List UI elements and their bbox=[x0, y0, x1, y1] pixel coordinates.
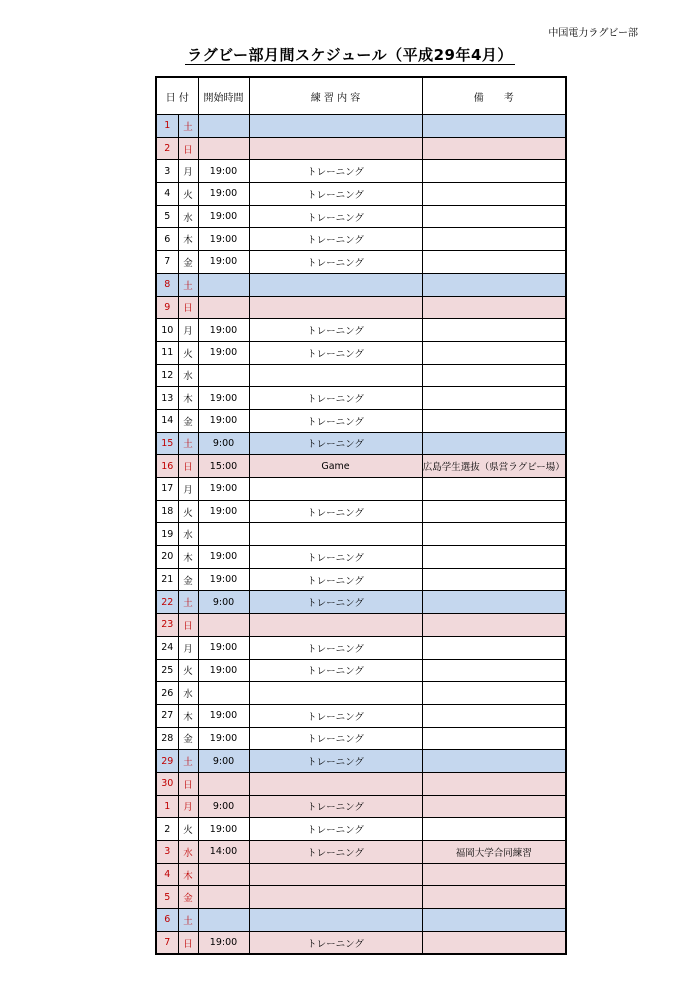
weekday-cell: 木 bbox=[178, 863, 198, 886]
day-cell: 3 bbox=[156, 841, 178, 864]
table-row bbox=[156, 841, 566, 864]
day-cell: 3 bbox=[156, 160, 178, 183]
start-time-cell: 19:00 bbox=[198, 500, 249, 523]
memo-cell bbox=[422, 341, 566, 364]
weekday-cell: 土 bbox=[178, 591, 198, 614]
day-cell: 4 bbox=[156, 183, 178, 206]
table-row bbox=[156, 682, 566, 705]
weekday-cell: 月 bbox=[178, 160, 198, 183]
start-time-cell bbox=[198, 523, 249, 546]
day-cell: 5 bbox=[156, 205, 178, 228]
weekday-cell: 木 bbox=[178, 704, 198, 727]
memo-cell bbox=[422, 115, 566, 138]
start-time-cell bbox=[198, 296, 249, 319]
content-cell: トレーニング bbox=[249, 341, 422, 364]
memo-cell bbox=[422, 500, 566, 523]
start-time-cell: 19:00 bbox=[198, 568, 249, 591]
start-time-cell bbox=[198, 364, 249, 387]
table-row bbox=[156, 750, 566, 773]
content-cell bbox=[249, 772, 422, 795]
memo-cell bbox=[422, 478, 566, 501]
day-cell: 19 bbox=[156, 523, 178, 546]
start-time-cell: 19:00 bbox=[198, 931, 249, 954]
weekday-cell: 火 bbox=[178, 818, 198, 841]
weekday-cell: 日 bbox=[178, 296, 198, 319]
content-cell: Game bbox=[249, 455, 422, 478]
weekday-cell: 日 bbox=[178, 614, 198, 637]
weekday-cell: 木 bbox=[178, 546, 198, 569]
weekday-cell: 火 bbox=[178, 659, 198, 682]
start-time-cell: 19:00 bbox=[198, 160, 249, 183]
table-row bbox=[156, 909, 566, 932]
memo-cell bbox=[422, 205, 566, 228]
table-row bbox=[156, 205, 566, 228]
day-cell: 26 bbox=[156, 682, 178, 705]
start-time-cell bbox=[198, 909, 249, 932]
content-cell bbox=[249, 115, 422, 138]
day-cell: 8 bbox=[156, 273, 178, 296]
start-time-cell: 19:00 bbox=[198, 251, 249, 274]
memo-cell bbox=[422, 251, 566, 274]
content-cell: トレーニング bbox=[249, 546, 422, 569]
content-cell: トレーニング bbox=[249, 409, 422, 432]
day-cell: 15 bbox=[156, 432, 178, 455]
weekday-cell: 金 bbox=[178, 251, 198, 274]
table-row bbox=[156, 387, 566, 410]
start-time-cell: 19:00 bbox=[198, 319, 249, 342]
weekday-cell: 日 bbox=[178, 455, 198, 478]
content-cell bbox=[249, 614, 422, 637]
table-row bbox=[156, 659, 566, 682]
memo-cell bbox=[422, 682, 566, 705]
table-row bbox=[156, 772, 566, 795]
table-row bbox=[156, 455, 566, 478]
content-cell: トレーニング bbox=[249, 795, 422, 818]
col-header-memo: 備 考 bbox=[422, 77, 566, 115]
day-cell: 25 bbox=[156, 659, 178, 682]
table-row bbox=[156, 478, 566, 501]
content-cell: トレーニング bbox=[249, 636, 422, 659]
day-cell: 10 bbox=[156, 319, 178, 342]
table-row bbox=[156, 886, 566, 909]
memo-cell bbox=[422, 296, 566, 319]
weekday-cell: 水 bbox=[178, 205, 198, 228]
table-row bbox=[156, 319, 566, 342]
weekday-cell: 火 bbox=[178, 341, 198, 364]
day-cell: 16 bbox=[156, 455, 178, 478]
day-cell: 2 bbox=[156, 818, 178, 841]
weekday-cell: 土 bbox=[178, 909, 198, 932]
start-time-cell: 9:00 bbox=[198, 432, 249, 455]
weekday-cell: 木 bbox=[178, 228, 198, 251]
weekday-cell: 金 bbox=[178, 568, 198, 591]
day-cell: 2 bbox=[156, 137, 178, 160]
day-cell: 1 bbox=[156, 115, 178, 138]
memo-cell bbox=[422, 704, 566, 727]
start-time-cell bbox=[198, 772, 249, 795]
content-cell bbox=[249, 137, 422, 160]
memo-cell bbox=[422, 273, 566, 296]
day-cell: 5 bbox=[156, 886, 178, 909]
weekday-cell: 月 bbox=[178, 795, 198, 818]
weekday-cell: 月 bbox=[178, 636, 198, 659]
start-time-cell bbox=[198, 115, 249, 138]
day-cell: 21 bbox=[156, 568, 178, 591]
weekday-cell: 火 bbox=[178, 500, 198, 523]
header-row bbox=[156, 77, 566, 115]
content-cell: トレーニング bbox=[249, 704, 422, 727]
start-time-cell bbox=[198, 614, 249, 637]
day-cell: 18 bbox=[156, 500, 178, 523]
memo-cell bbox=[422, 795, 566, 818]
day-cell: 17 bbox=[156, 478, 178, 501]
start-time-cell: 19:00 bbox=[198, 228, 249, 251]
day-cell: 11 bbox=[156, 341, 178, 364]
start-time-cell: 19:00 bbox=[198, 546, 249, 569]
weekday-cell: 水 bbox=[178, 523, 198, 546]
weekday-cell: 土 bbox=[178, 432, 198, 455]
content-cell bbox=[249, 296, 422, 319]
start-time-cell: 19:00 bbox=[198, 387, 249, 410]
memo-cell bbox=[422, 364, 566, 387]
day-cell: 22 bbox=[156, 591, 178, 614]
start-time-cell: 19:00 bbox=[198, 659, 249, 682]
start-time-cell: 19:00 bbox=[198, 205, 249, 228]
content-cell: トレーニング bbox=[249, 931, 422, 954]
col-header-start-time: 開始時間 bbox=[198, 77, 249, 115]
weekday-cell: 火 bbox=[178, 183, 198, 206]
weekday-cell: 月 bbox=[178, 319, 198, 342]
start-time-cell: 9:00 bbox=[198, 750, 249, 773]
memo-cell bbox=[422, 659, 566, 682]
memo-cell bbox=[422, 863, 566, 886]
table-row bbox=[156, 251, 566, 274]
weekday-cell: 日 bbox=[178, 137, 198, 160]
table-row bbox=[156, 160, 566, 183]
day-cell: 13 bbox=[156, 387, 178, 410]
memo-cell bbox=[422, 546, 566, 569]
content-cell bbox=[249, 886, 422, 909]
weekday-cell: 土 bbox=[178, 273, 198, 296]
content-cell: トレーニング bbox=[249, 750, 422, 773]
col-header-date: 日 付 bbox=[156, 77, 198, 115]
content-cell: トレーニング bbox=[249, 727, 422, 750]
memo-cell bbox=[422, 727, 566, 750]
content-cell: トレーニング bbox=[249, 228, 422, 251]
table-row bbox=[156, 931, 566, 954]
start-time-cell: 19:00 bbox=[198, 409, 249, 432]
start-time-cell: 9:00 bbox=[198, 795, 249, 818]
table-row bbox=[156, 409, 566, 432]
memo-cell bbox=[422, 931, 566, 954]
day-cell: 1 bbox=[156, 795, 178, 818]
weekday-cell: 水 bbox=[178, 682, 198, 705]
day-cell: 9 bbox=[156, 296, 178, 319]
table-row bbox=[156, 364, 566, 387]
memo-cell bbox=[422, 909, 566, 932]
table-row bbox=[156, 546, 566, 569]
start-time-cell bbox=[198, 682, 249, 705]
memo-cell bbox=[422, 636, 566, 659]
schedule-body bbox=[156, 115, 566, 955]
weekday-cell: 金 bbox=[178, 886, 198, 909]
table-row bbox=[156, 432, 566, 455]
content-cell bbox=[249, 682, 422, 705]
content-cell bbox=[249, 273, 422, 296]
day-cell: 12 bbox=[156, 364, 178, 387]
memo-cell: 福岡大学合同練習 bbox=[422, 841, 566, 864]
start-time-cell bbox=[198, 273, 249, 296]
weekday-cell: 木 bbox=[178, 387, 198, 410]
table-row bbox=[156, 818, 566, 841]
memo-cell bbox=[422, 818, 566, 841]
table-row bbox=[156, 727, 566, 750]
table-row bbox=[156, 795, 566, 818]
memo-cell bbox=[422, 319, 566, 342]
day-cell: 29 bbox=[156, 750, 178, 773]
start-time-cell: 19:00 bbox=[198, 183, 249, 206]
day-cell: 24 bbox=[156, 636, 178, 659]
day-cell: 23 bbox=[156, 614, 178, 637]
memo-cell bbox=[422, 183, 566, 206]
start-time-cell: 19:00 bbox=[198, 636, 249, 659]
memo-cell bbox=[422, 409, 566, 432]
start-time-cell: 19:00 bbox=[198, 818, 249, 841]
weekday-cell: 金 bbox=[178, 727, 198, 750]
table-row bbox=[156, 273, 566, 296]
memo-cell bbox=[422, 750, 566, 773]
weekday-cell: 日 bbox=[178, 931, 198, 954]
start-time-cell: 19:00 bbox=[198, 478, 249, 501]
table-row bbox=[156, 500, 566, 523]
page-title: ラグビー部月間スケジュール（平成29年4月） bbox=[187, 46, 513, 64]
weekday-cell: 金 bbox=[178, 409, 198, 432]
organization-name: 中国電力ラグビー部 bbox=[548, 28, 638, 39]
table-row bbox=[156, 228, 566, 251]
table-row bbox=[156, 704, 566, 727]
memo-cell bbox=[422, 432, 566, 455]
day-cell: 28 bbox=[156, 727, 178, 750]
memo-cell bbox=[422, 228, 566, 251]
content-cell: トレーニング bbox=[249, 500, 422, 523]
start-time-cell: 14:00 bbox=[198, 841, 249, 864]
content-cell: トレーニング bbox=[249, 818, 422, 841]
table-row bbox=[156, 591, 566, 614]
start-time-cell bbox=[198, 886, 249, 909]
memo-cell bbox=[422, 137, 566, 160]
content-cell: トレーニング bbox=[249, 319, 422, 342]
day-cell: 20 bbox=[156, 546, 178, 569]
day-cell: 6 bbox=[156, 909, 178, 932]
content-cell: トレーニング bbox=[249, 251, 422, 274]
content-cell bbox=[249, 364, 422, 387]
content-cell: トレーニング bbox=[249, 432, 422, 455]
memo-cell bbox=[422, 160, 566, 183]
content-cell: トレーニング bbox=[249, 183, 422, 206]
content-cell bbox=[249, 523, 422, 546]
start-time-cell: 19:00 bbox=[198, 704, 249, 727]
weekday-cell: 土 bbox=[178, 115, 198, 138]
memo-cell bbox=[422, 568, 566, 591]
weekday-cell: 月 bbox=[178, 478, 198, 501]
weekday-cell: 日 bbox=[178, 772, 198, 795]
day-cell: 27 bbox=[156, 704, 178, 727]
content-cell: トレーニング bbox=[249, 568, 422, 591]
content-cell bbox=[249, 863, 422, 886]
memo-cell bbox=[422, 614, 566, 637]
content-cell: トレーニング bbox=[249, 659, 422, 682]
memo-cell bbox=[422, 772, 566, 795]
day-cell: 7 bbox=[156, 931, 178, 954]
start-time-cell bbox=[198, 137, 249, 160]
table-row bbox=[156, 296, 566, 319]
schedule-table bbox=[155, 76, 567, 955]
content-cell: トレーニング bbox=[249, 387, 422, 410]
weekday-cell: 土 bbox=[178, 750, 198, 773]
day-cell: 6 bbox=[156, 228, 178, 251]
table-row bbox=[156, 115, 566, 138]
table-row bbox=[156, 636, 566, 659]
content-cell: トレーニング bbox=[249, 841, 422, 864]
content-cell bbox=[249, 909, 422, 932]
table-row bbox=[156, 568, 566, 591]
table-row bbox=[156, 523, 566, 546]
weekday-cell: 水 bbox=[178, 841, 198, 864]
start-time-cell: 19:00 bbox=[198, 727, 249, 750]
memo-cell bbox=[422, 886, 566, 909]
day-cell: 7 bbox=[156, 251, 178, 274]
table-row bbox=[156, 137, 566, 160]
memo-cell bbox=[422, 591, 566, 614]
start-time-cell bbox=[198, 863, 249, 886]
start-time-cell: 9:00 bbox=[198, 591, 249, 614]
start-time-cell: 15:00 bbox=[198, 455, 249, 478]
day-cell: 30 bbox=[156, 772, 178, 795]
day-cell: 14 bbox=[156, 409, 178, 432]
content-cell: トレーニング bbox=[249, 160, 422, 183]
day-cell: 4 bbox=[156, 863, 178, 886]
weekday-cell: 水 bbox=[178, 364, 198, 387]
table-row bbox=[156, 863, 566, 886]
memo-cell bbox=[422, 523, 566, 546]
memo-cell bbox=[422, 387, 566, 410]
table-row bbox=[156, 614, 566, 637]
content-cell: トレーニング bbox=[249, 591, 422, 614]
table-row bbox=[156, 183, 566, 206]
memo-cell: 広島学生選抜（県営ラグビー場） bbox=[422, 455, 566, 478]
content-cell bbox=[249, 478, 422, 501]
content-cell: トレーニング bbox=[249, 205, 422, 228]
start-time-cell: 19:00 bbox=[198, 341, 249, 364]
table-row bbox=[156, 341, 566, 364]
col-header-content: 練 習 内 容 bbox=[249, 77, 422, 115]
